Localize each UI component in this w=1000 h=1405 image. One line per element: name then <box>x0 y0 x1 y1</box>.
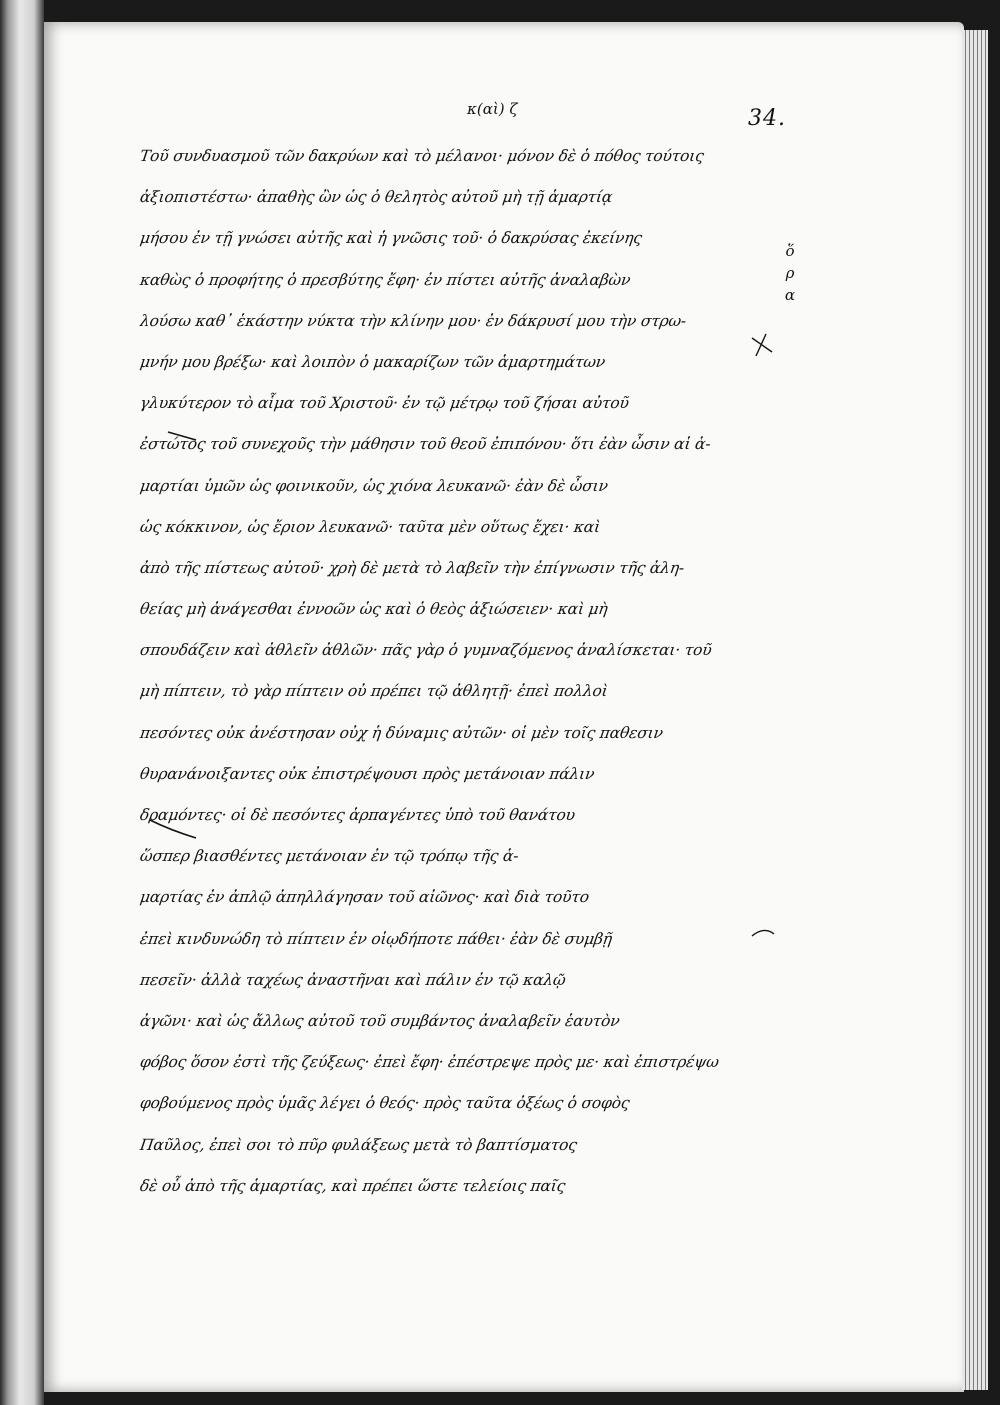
text-line: Τοῦ συνδυασμοῦ τῶν δακρύων καὶ τὸ μέλανοι· μόνον δὲ ὁ πόθος τούτοις <box>138 147 705 165</box>
text-block <box>140 136 780 1207</box>
text-line: καθὼς ὁ προφήτης ὁ πρεσβύτης ἔφη· ἐν πίστει αὐτῆς ἀναλαβὼν <box>138 270 632 289</box>
text-line: θείας μὴ ἀνάγεσθαι ἐννοῶν ὡς καὶ ὁ θεὸς ἀξιώσειεν· καὶ μὴ <box>138 600 609 619</box>
text-line: πεσεῖν· ἀλλὰ ταχέως ἀναστῆναι καὶ πάλιν ἐν τῷ καλῷ <box>138 970 567 989</box>
text-line: μαρτίας ἐν ἀπλῷ ἀπηλλάγησαν τοῦ αἰῶνος· καὶ διὰ τοῦτο <box>138 888 591 907</box>
text-line: πεσόντες οὐκ ἀνέστησαν οὐχ ἡ δύναμις αὐτῶν· οἱ μὲν τοῖς παθεσιν <box>138 723 665 742</box>
text-line: ὥσπερ βιασθέντες μετάνοιαν ἐν τῷ τρόπῳ τῆς ἁ- <box>138 847 520 866</box>
text-line: μήσου ἐν τῇ γνώσει αὐτῆς καὶ ἡ γνῶσις τοῦ· ὁ δακρύσας ἐκείνης <box>138 229 644 248</box>
text-line: μὴ πίπτειν, τὸ γὰρ πίπτειν οὐ πρέπει τῷ ἀθλητῇ· ἐπεὶ πολλοὶ <box>138 682 609 701</box>
text-line: ἀπὸ τῆς πίστεως αὐτοῦ· χρὴ δὲ μετὰ τὸ λαβεῖν τὴν ἐπίγνωσιν τῆς ἀλη- <box>138 558 686 577</box>
text-line: δὲ οὗ ἀπὸ τῆς ἁμαρτίας, καὶ πρέπει ὥστε τελείοις παῖς <box>138 1176 567 1195</box>
text-line: ἀξιοπιστέστω· ἀπαθὴς ὢν ὡς ὁ θελητὸς αὐτοῦ μὴ τῇ ἁμαρτίᾳ <box>138 188 614 207</box>
text-line: ἐστώτος τοῦ συνεχοῦς τὴν μάθησιν τοῦ θεοῦ ἐπιπόνου· ὅτι ἐὰν ὦσιν αἱ ἁ- <box>138 435 712 454</box>
text-line: θυρανάνοιξαντες οὐκ ἐπιστρέψουσι πρὸς μετάνοιαν πάλιν <box>138 764 596 783</box>
text-line: ὡς κόκκινον, ὡς ἔριον λευκανῶ· ταῦτα μὲν οὕτως ἔχει· καὶ <box>138 517 602 536</box>
left-page-edge <box>0 0 44 1405</box>
page-number: 34. <box>748 106 786 131</box>
text-line: γλυκύτερον τὸ αἷμα τοῦ Χριστοῦ· ἐν τῷ μέτρῳ τοῦ ζήσαι αὐτοῦ <box>138 394 631 413</box>
text-line: Παῦλος, ἐπεὶ σοι τὸ πῦρ φυλάξεως μετὰ τὸ βαπτίσματος <box>138 1135 579 1154</box>
text-line: φοβούμενος πρὸς ὑμᾶς λέγει ὁ θεός· πρὸς ταῦτα ὀξέως ὁ σοφὸς <box>138 1094 631 1113</box>
margin-note-letter: ρ <box>785 264 795 282</box>
margin-note-letter: α <box>784 286 796 304</box>
text-line: δραμόντες· οἱ δὲ πεσόντες ἁρπαγέντες ὑπὸ τοῦ θανάτου <box>138 806 577 824</box>
text-line: μνήν μου βρέξω· καὶ λοιπὸν ὁ μακαρίζων τῶν ἁμαρτημάτων <box>138 352 607 371</box>
margin-note-letter: ὅ <box>785 242 795 260</box>
margin-note <box>778 240 802 306</box>
text-line: λούσω καθ᾽ ἑκάστην νύκτα τὴν κλίνην μου· ἐν δάκρυσί μου τὴν στρω- <box>138 311 688 330</box>
text-line: ἐπεὶ κινδυνώδη τὸ πίπτειν ἐν οἱῳδήποτε πάθει· ἐὰν δὲ συμβῇ <box>138 929 614 948</box>
page-stack-edge <box>962 30 988 1390</box>
interlinear-gloss: κ(αὶ) ζ <box>467 100 518 118</box>
text-line: σπουδάζειν καὶ ἀθλεῖν ἀθλῶν· πᾶς γὰρ ὁ γυμναζόμενος ἀναλίσκεται· τοῦ <box>138 641 713 660</box>
text-line: φόβος ὅσον ἐστὶ τῆς ζεύξεως· ἐπεὶ ἔφη· ἐπέστρεψε πρὸς με· καὶ ἐπιστρέψω <box>138 1053 720 1072</box>
text-line: ἀγῶνι· καὶ ὡς ἄλλως αὐτοῦ τοῦ συμβάντος ἀναλαβεῖν ἑαυτὸν <box>138 1011 621 1030</box>
text-line: μαρτίαι ὑμῶν ὡς φοινικοῦν, ὡς χιόνα λευκανῶ· ἐὰν δὲ ὦσιν <box>138 476 610 495</box>
